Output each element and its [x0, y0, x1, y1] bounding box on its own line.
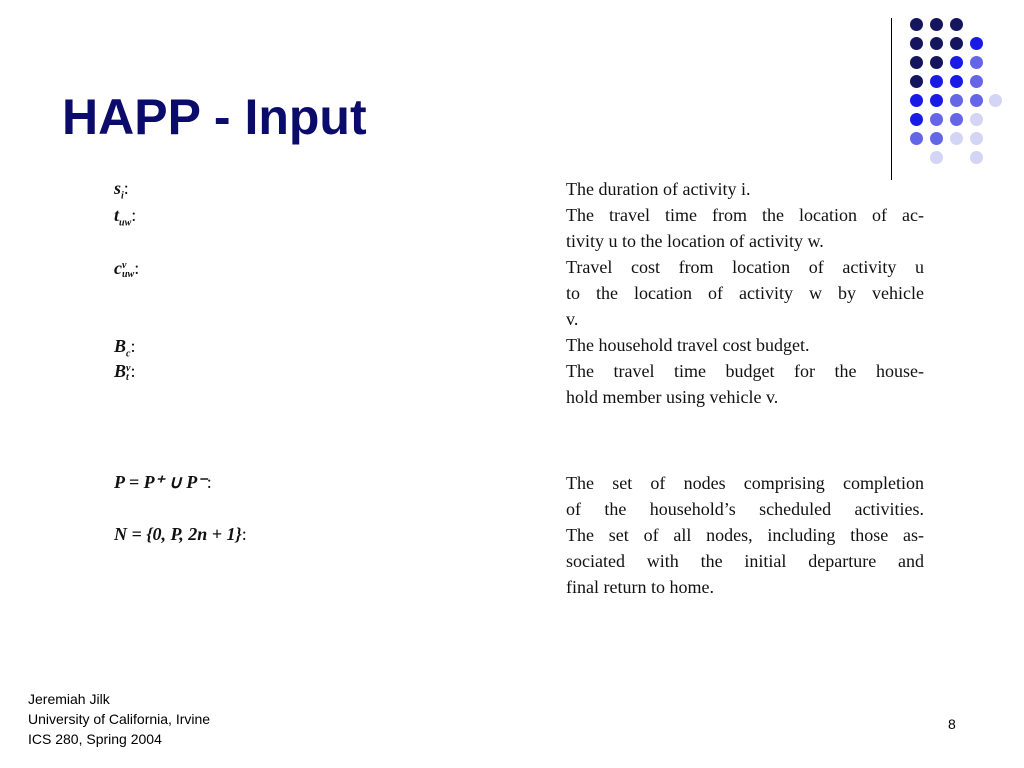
- dot: [950, 113, 963, 126]
- description-c-uw-v: [566, 254, 924, 332]
- divider-line: [891, 18, 892, 180]
- footer-affiliation: University of California, Irvine: [28, 711, 211, 727]
- description-line: to the location of activity w by vehicle: [566, 283, 924, 303]
- dot: [970, 151, 983, 164]
- symbol-N-definition: N = {0, P, 2n + 1}:: [114, 524, 247, 544]
- dot: [930, 56, 943, 69]
- description-line: final return to home.: [566, 577, 714, 597]
- dot: [910, 113, 923, 126]
- dot: [950, 18, 963, 31]
- dot: [950, 94, 963, 107]
- dot: [910, 56, 923, 69]
- dot: [950, 132, 963, 145]
- dot: [930, 132, 943, 145]
- dot: [910, 132, 923, 145]
- dot: [930, 18, 943, 31]
- dot: [989, 94, 1002, 107]
- symbol-c-uw-v: c v uw :: [114, 258, 140, 280]
- dot: [930, 75, 943, 88]
- symbol-P-definition: P = P⁺ ∪ P⁻:: [114, 472, 212, 492]
- description-line: tivity u to the location of activity w.: [566, 231, 824, 251]
- decorative-dot-grid: [904, 12, 1014, 172]
- dot: [930, 94, 943, 107]
- description-B-c: [566, 332, 924, 358]
- dot: [970, 37, 983, 50]
- description-t-uw: [566, 202, 924, 254]
- description-line: sociated with the initial departure and: [566, 551, 924, 571]
- dot: [930, 151, 943, 164]
- footer-course: ICS 280, Spring 2004: [28, 731, 162, 747]
- dot: [910, 94, 923, 107]
- description-line: v.: [566, 309, 579, 329]
- dot: [950, 56, 963, 69]
- dot: [950, 75, 963, 88]
- dot: [970, 94, 983, 107]
- description-line: The set of nodes comprising completion: [566, 473, 924, 493]
- description-line: The travel time budget for the house-: [566, 361, 924, 381]
- description-line: The set of all nodes, including those as-: [566, 525, 924, 545]
- symbol-s-i: $s_i$:: [114, 178, 129, 202]
- symbol-t-uw: $t_{uw}$:: [114, 205, 137, 229]
- dot: [910, 37, 923, 50]
- description-line: The household travel cost budget.: [566, 335, 810, 355]
- description-P-definition: [566, 470, 924, 522]
- page-number: 8: [948, 716, 956, 732]
- dot: [910, 18, 923, 31]
- dot: [970, 56, 983, 69]
- footer-author: Jeremiah Jilk: [28, 691, 110, 707]
- symbol-B-t-v: B v t :: [114, 361, 136, 383]
- dot: [930, 37, 943, 50]
- dot: [970, 113, 983, 126]
- dot: [950, 37, 963, 50]
- description-N-definition: [566, 522, 924, 600]
- description-s-i: [566, 176, 924, 202]
- slide-title: HAPP - Input: [62, 89, 367, 145]
- description-B-t-v: [566, 358, 924, 410]
- dot: [910, 75, 923, 88]
- description-line: of the household’s scheduled activities.: [566, 499, 924, 519]
- description-line: hold member using vehicle v.: [566, 387, 779, 407]
- dot: [970, 132, 983, 145]
- dot: [930, 113, 943, 126]
- description-line: The travel time from the location of ac-: [566, 205, 924, 225]
- dot: [970, 75, 983, 88]
- symbol-B-c: $B_c$:: [114, 336, 136, 360]
- slide-footer: [28, 689, 210, 749]
- description-line: Travel cost from location of activity u: [566, 257, 924, 277]
- description-line: The duration of activity i.: [566, 179, 751, 199]
